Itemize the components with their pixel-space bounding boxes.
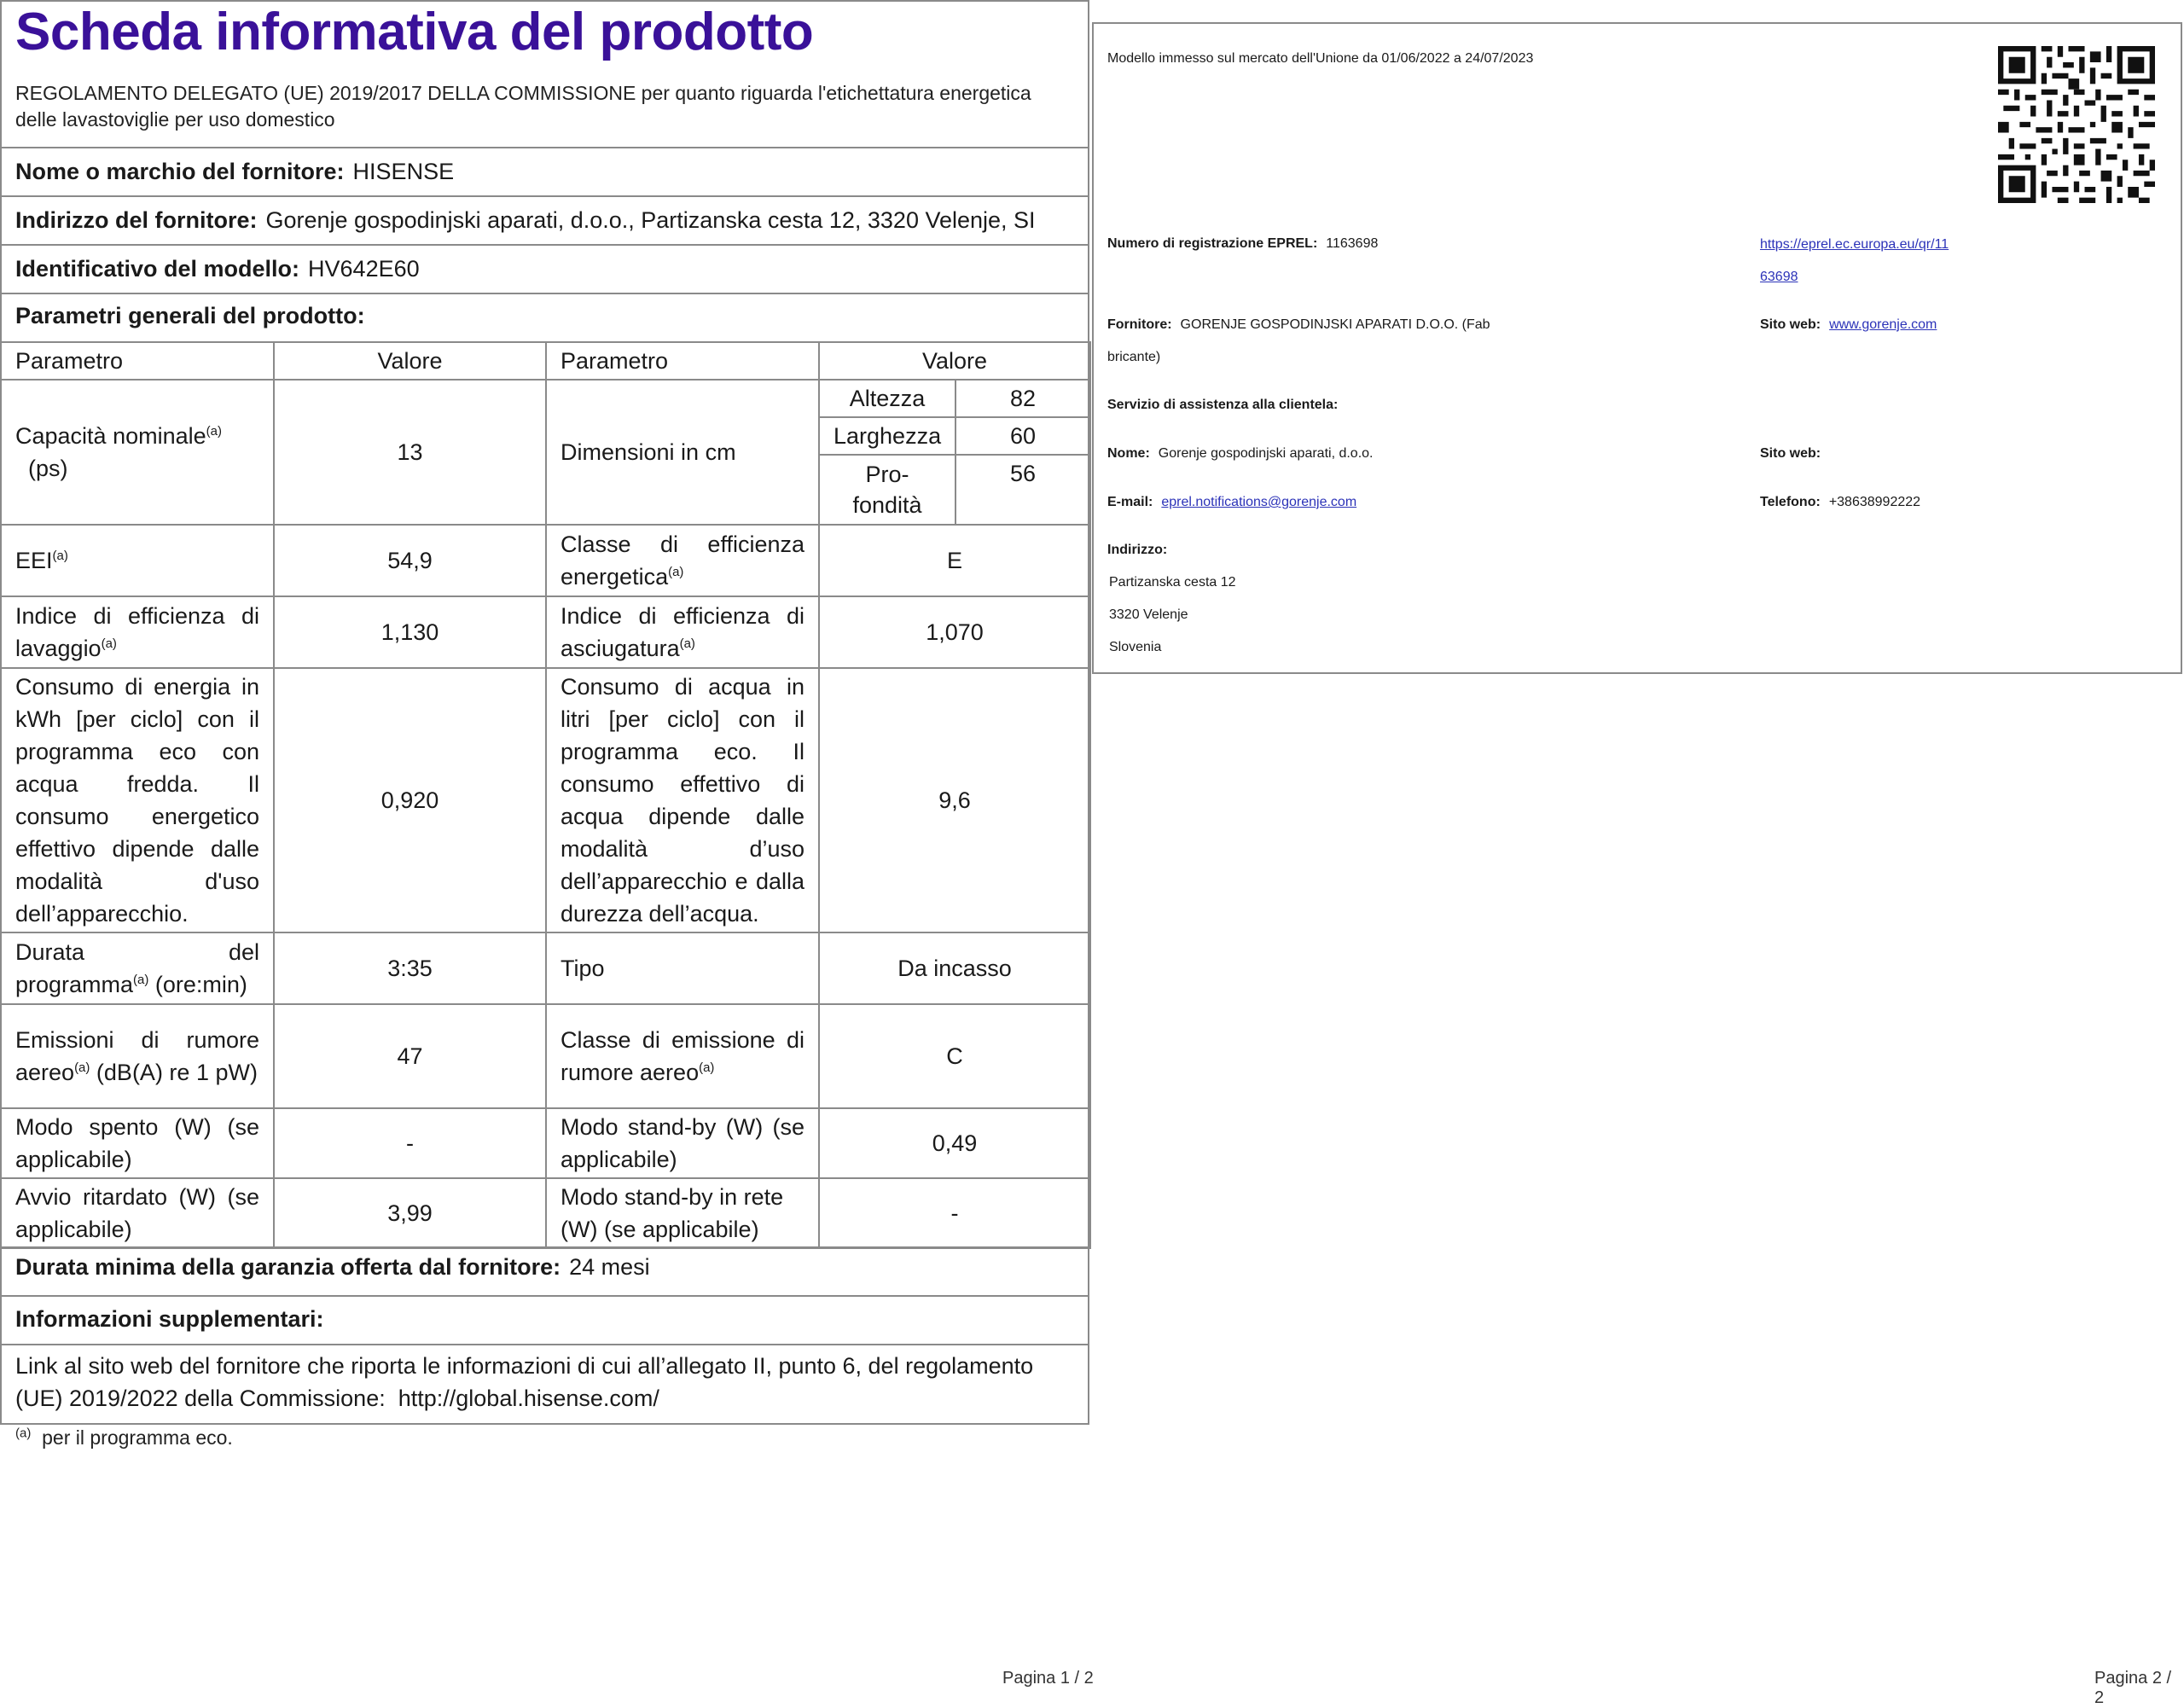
header-valore-2: Valore [819, 342, 1090, 380]
warranty-label: Durata minima della garanzia offerta dal fornitore: [15, 1254, 561, 1280]
noise-class-label: Classe di emissione di rumore aereo [561, 1027, 804, 1085]
wash-index-label: Indice di efficienza di lavaggio [15, 603, 259, 661]
duration-label-cell [1, 932, 274, 1004]
name-label: Nome: [1107, 446, 1150, 461]
table-row [1, 380, 1090, 417]
network-standby-label: Modo stand-by in rete (W) (se applicabile) [546, 1178, 819, 1248]
footnote-mark: (a) [699, 1060, 715, 1075]
eprel-link-line1[interactable]: https://eprel.ec.europa.eu/qr/11 [1760, 237, 1949, 252]
model-label: Identificativo del modello: [15, 256, 300, 282]
eei-label: EEI [15, 548, 53, 573]
standby-value: 0,49 [819, 1108, 1090, 1178]
service-name [1107, 438, 1374, 470]
table-row [1, 668, 1090, 932]
phone-value: +38638992222 [1828, 495, 1921, 509]
eprel-link [1760, 229, 1949, 293]
service-email [1107, 486, 1356, 519]
table-row [1, 596, 1090, 668]
address-line1: Partizanska cesta 12 [1109, 575, 1236, 590]
depth-label: Pro-fondità [819, 455, 956, 525]
depth-value: 56 [956, 455, 1090, 525]
capacity-label: Capacità nominale [15, 423, 206, 449]
address-line2: 3320 Velenje [1109, 607, 1188, 622]
width-value: 60 [956, 417, 1090, 455]
eei-value: 54,9 [274, 525, 546, 596]
service-address [1107, 534, 1236, 664]
parameters-table [0, 341, 1091, 1249]
regulation-text: REGOLAMENTO DELEGATO (UE) 2019/2017 DELLA COMMISSIONE per quanto riguarda l'etichettatura energetica delle lavastoviglie per uso domestico [15, 82, 1031, 131]
additional-info-row [0, 1295, 1089, 1345]
dry-index-label: Indice di efficienza di asciugatura [561, 603, 804, 661]
eprel-registration [1107, 228, 1378, 260]
table-header-row [1, 342, 1090, 380]
energy-class-label-cell [546, 525, 819, 596]
eprel-label: Numero di registrazione EPREL: [1107, 236, 1318, 251]
additional-info-label: Informazioni supplementari: [15, 1306, 324, 1332]
customer-service-heading [1107, 389, 1346, 421]
noise-value: 47 [274, 1004, 546, 1108]
table-row [1, 1178, 1090, 1248]
noise-label: Emissioni di rumore aereo [15, 1027, 259, 1085]
supplier-address-value: Gorenje gospodinjski aparati, d.o.o., Partizanska cesta 12, 3320 Velenje, SI [265, 207, 1036, 233]
eprel-value: 1163698 [1326, 236, 1379, 251]
footnote-mark: (a) [133, 973, 149, 987]
table-row [1, 1108, 1090, 1178]
wash-index-value: 1,130 [274, 596, 546, 668]
off-mode-value: - [274, 1108, 546, 1178]
network-standby-value: - [819, 1178, 1090, 1248]
supplier-label: Fornitore: [1107, 317, 1172, 332]
footnote-mark: (a) [668, 565, 684, 579]
footnote-mark: (a) [52, 549, 68, 563]
eei-label-cell [1, 525, 274, 596]
footnote-mark: (a) [101, 636, 117, 651]
table-row [1, 932, 1090, 1004]
footnote-mark: (a) [679, 636, 695, 651]
wash-index-label-cell [1, 596, 274, 668]
standby-label: Modo stand-by (W) (se applicabile) [546, 1108, 819, 1178]
email-label: E-mail: [1107, 495, 1153, 509]
footnote-mark: (a) [15, 1426, 32, 1441]
supplier-address-row [0, 195, 1089, 245]
service-phone [1760, 486, 1920, 519]
website-label: Sito web: [1760, 317, 1821, 332]
type-label: Tipo [546, 932, 819, 1004]
header-parametro-2: Parametro [546, 342, 819, 380]
noise-unit: (dB(A) re 1 pW) [96, 1060, 258, 1085]
supplier-value-line2: bricante) [1107, 350, 1161, 364]
water-consumption-value: 9,6 [819, 668, 1090, 932]
capacity-value: 13 [274, 380, 546, 525]
duration-unit: (ore:min) [154, 972, 247, 997]
general-params-row [0, 293, 1089, 342]
supplier-brand-row [0, 147, 1089, 196]
type-value: Da incasso [819, 932, 1090, 1004]
table-row [1, 525, 1090, 596]
supplier-value-line1: GORENJE GOSPODINJSKI APARATI D.O.O. (Fab [1180, 317, 1490, 332]
dimensions-label: Dimensioni in cm [546, 380, 819, 525]
model-row [0, 244, 1089, 293]
general-params-label: Parametri generali del prodotto: [15, 303, 365, 328]
height-label: Altezza [819, 380, 956, 417]
delay-start-value: 3,99 [274, 1178, 546, 1248]
table-row [1, 1004, 1090, 1108]
name-value: Gorenje gospodinjski aparati, d.o.o. [1158, 446, 1374, 461]
manufacturer [1107, 309, 1490, 374]
warranty-value: 24 mesi [569, 1254, 650, 1280]
height-value: 82 [956, 380, 1090, 417]
duration-value: 3:35 [274, 932, 546, 1004]
dry-index-value: 1,070 [819, 596, 1090, 668]
service-label: Servizio di assistenza alla clientela: [1107, 398, 1339, 412]
energy-class-label: Classe di efficienza energetica [561, 532, 804, 590]
supplier-brand-label: Nome o marchio del fornitore: [15, 159, 345, 184]
off-mode-label: Modo spento (W) (se applicabile) [1, 1108, 274, 1178]
footnote-mark: (a) [206, 424, 222, 439]
supplier-address-label: Indirizzo del fornitore: [15, 207, 258, 233]
additional-info-text-row [0, 1344, 1089, 1425]
model-value: HV642E60 [308, 256, 420, 282]
dry-index-label-cell [546, 596, 819, 668]
footnote-text: per il programma eco. [42, 1426, 233, 1449]
delay-start-label: Avvio ritardato (W) (se applicabile) [1, 1178, 274, 1248]
qr-code-icon[interactable] [1998, 46, 2155, 203]
email-link[interactable]: eprel.notifications@gorenje.com [1161, 495, 1357, 509]
market-period: Modello immesso sul mercato dell'Unione da 01/06/2022 a 24/07/2023 [1107, 51, 1534, 66]
eprel-link-line2[interactable]: 63698 [1760, 270, 1798, 284]
energy-class-value: E [819, 525, 1090, 596]
service-website [1760, 438, 1829, 470]
website-link[interactable]: www.gorenje.com [1829, 317, 1937, 332]
manufacturer-website [1760, 309, 1937, 341]
duration-label: Durata del programma [15, 939, 259, 997]
supplier-brand-value: HISENSE [352, 159, 455, 184]
page-title: Scheda informativa del prodotto [15, 3, 814, 61]
header-valore-1: Valore [274, 342, 546, 380]
warranty-row [0, 1246, 1089, 1296]
noise-label-cell [1, 1004, 274, 1108]
water-consumption-label: Consumo di acqua in litri [per ciclo] con il programma eco. Il consumo effettivo di acqua dipende dalle modalità d’uso dell’apparecchio e dalla durezza dell’acqua. [546, 668, 819, 932]
service-website-label: Sito web: [1760, 446, 1821, 461]
additional-info-url[interactable]: http://global.hisense.com/ [398, 1386, 659, 1411]
footnote-mark: (a) [74, 1060, 90, 1075]
energy-consumption-label: Consumo di energia in kWh [per ciclo] con il programma eco con acqua fredda. Il consumo energetico effettivo dipende dalle modalità d'uso dell’apparecchio. [1, 668, 274, 932]
page-number-2: Pagina 2 / 2 [2094, 1669, 2172, 1707]
page-number-1: Pagina 1 / 2 [1002, 1669, 1094, 1688]
phone-label: Telefono: [1760, 495, 1821, 509]
additional-info-text: Link al sito web del fornitore che riporta le informazioni di cui all’allegato II, punto 6, del regolamento (UE) 2019/2022 della Commissione: [15, 1353, 1034, 1411]
noise-class-value: C [819, 1004, 1090, 1108]
capacity-unit: (ps) [28, 456, 68, 481]
header-parametro-1: Parametro [1, 342, 274, 380]
address-line3: Slovenia [1109, 640, 1162, 654]
energy-consumption-value: 0,920 [274, 668, 546, 932]
width-label: Larghezza [819, 417, 956, 455]
capacity-label-cell [1, 380, 274, 525]
address-label: Indirizzo: [1107, 543, 1168, 557]
noise-class-label-cell [546, 1004, 819, 1108]
footnote [15, 1426, 233, 1449]
